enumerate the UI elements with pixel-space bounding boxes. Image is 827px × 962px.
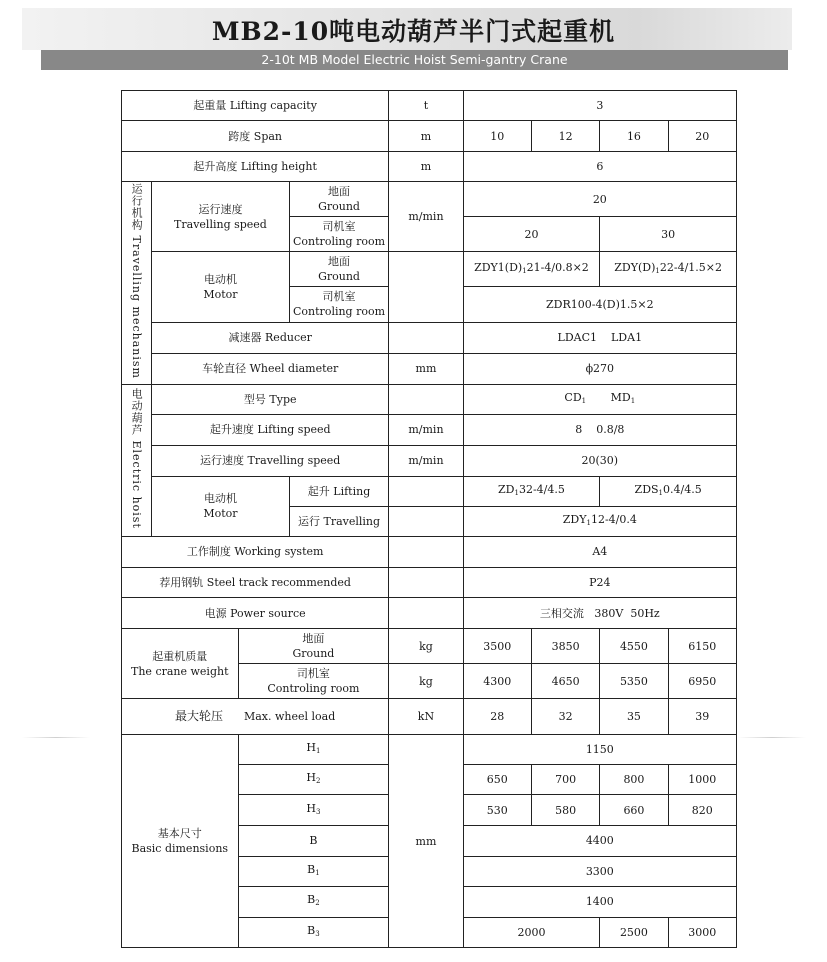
value-cell: 3300 <box>463 856 736 886</box>
table-row <box>122 476 737 506</box>
table-row <box>122 353 737 384</box>
value-cell: 580 <box>531 795 599 825</box>
row-label: 基本尺寸 Basic dimensions <box>122 735 239 948</box>
value-cell: 16 <box>600 121 668 152</box>
value-cell: 32 <box>531 699 599 735</box>
row-label: 起升速度 Lifting speed <box>152 414 389 445</box>
unit-cell: kg <box>389 629 463 664</box>
unit-cell: m <box>389 121 463 152</box>
page-subtitle: 2-10t MB Model Electric Hoist Semi-gantry Crane <box>41 50 788 70</box>
group-label-hoist: 电动葫芦 Electric hoist <box>122 384 152 536</box>
value-cell: 30 <box>600 217 737 252</box>
unit-cell: kg <box>389 664 463 699</box>
value-cell: $CD_1$ $MD_1$ <box>463 384 736 414</box>
table-row <box>122 252 737 287</box>
value-cell: $ZD_132-4/4.5$ <box>463 476 600 506</box>
value-cell: 700 <box>531 765 599 795</box>
sub-label: 地面 Ground <box>289 252 389 287</box>
unit-cell <box>389 598 463 629</box>
value-cell: ZDR100-4(D)1.5×2 <box>463 287 736 322</box>
dimension-name: $H_1$ <box>238 735 389 765</box>
unit-cell <box>389 384 463 414</box>
row-label: 最大轮压 Max. wheel load <box>122 699 389 735</box>
dimension-name: $B_3$ <box>238 917 389 947</box>
row-label: 工作制度 Working system <box>122 536 389 567</box>
value-cell: 1000 <box>668 765 736 795</box>
unit-cell: m/min <box>389 182 463 252</box>
unit-cell: mm <box>389 735 463 948</box>
value-cell: P24 <box>463 568 736 598</box>
sub-label: 运行 Travelling <box>289 506 389 536</box>
value-cell: $ZDY1(D)_121-4/0.8\times 2$ <box>463 252 600 287</box>
value-cell: 1400 <box>463 886 736 917</box>
unit-cell: m/min <box>389 414 463 445</box>
value-cell: 8 0.8/8 <box>463 414 736 445</box>
row-label: 运行速度 Travelling speed <box>152 182 290 252</box>
value-cell: A4 <box>463 536 736 567</box>
value-cell: 3850 <box>531 629 599 664</box>
table-row <box>122 598 737 629</box>
row-label: 起重量 Lifting capacity <box>122 91 389 121</box>
value-cell: 4650 <box>531 664 599 699</box>
value-cell: 6150 <box>668 629 736 664</box>
value-cell: 28 <box>463 699 531 735</box>
row-label: 起升高度 Lifting height <box>122 152 389 182</box>
value-cell: 660 <box>600 795 668 825</box>
unit-cell: mm <box>389 353 463 384</box>
row-label: 电动机 Motor <box>152 476 290 536</box>
value-cell: 3 <box>463 91 736 121</box>
table-row <box>122 536 737 567</box>
value-cell: 35 <box>600 699 668 735</box>
decorative-line-left <box>22 737 90 738</box>
value-cell: 4300 <box>463 664 531 699</box>
value-cell: 2000 <box>463 917 600 947</box>
value-cell: ϕ270 <box>463 353 736 384</box>
value-cell: 4400 <box>463 825 736 856</box>
row-label: 运行速度 Travelling speed <box>152 445 389 476</box>
value-cell: 2500 <box>600 917 668 947</box>
value-cell: 5350 <box>600 664 668 699</box>
value-cell: 10 <box>463 121 531 152</box>
row-label: 电动机 Motor <box>152 252 290 322</box>
row-label: 车轮直径 Wheel diameter <box>152 353 389 384</box>
unit-cell <box>389 476 463 506</box>
unit-cell: m <box>389 152 463 182</box>
dimension-name: $B_1$ <box>238 856 389 886</box>
unit-cell <box>389 568 463 598</box>
value-cell: 6950 <box>668 664 736 699</box>
unit-cell: t <box>389 91 463 121</box>
row-label: 荐用钢轨 Steel track recommended <box>122 568 389 598</box>
value-cell: 1150 <box>463 735 736 765</box>
decorative-line-right <box>738 737 806 738</box>
row-label: 型号 Type <box>152 384 389 414</box>
unit-cell: kN <box>389 699 463 735</box>
table-row <box>122 152 737 182</box>
value-cell: 20(30) <box>463 445 736 476</box>
value-cell: 800 <box>600 765 668 795</box>
value-cell: 39 <box>668 699 736 735</box>
row-label: 起重机质量 The crane weight <box>122 629 239 699</box>
value-cell: 530 <box>463 795 531 825</box>
dimension-name: $H_3$ <box>238 795 389 825</box>
dimension-name: $B_2$ <box>238 886 389 917</box>
table-row <box>122 629 737 664</box>
row-label: 减速器 Reducer <box>152 322 389 353</box>
sub-label: 司机室 Controling room <box>238 664 389 699</box>
dimension-name: $H_2$ <box>238 765 389 795</box>
value-cell: 20 <box>463 182 736 217</box>
value-cell: 4550 <box>600 629 668 664</box>
value-cell: 三相交流 380V 50Hz <box>463 598 736 629</box>
page-title: MB2-10吨电动葫芦半门式起重机 <box>211 17 616 46</box>
sub-label: 司机室 Controling room <box>289 287 389 322</box>
value-cell: $ZDS_10.4/4.5$ <box>600 476 737 506</box>
value-cell: 820 <box>668 795 736 825</box>
sub-label: 司机室 Controling room <box>289 217 389 252</box>
spec-table <box>121 90 737 948</box>
table-row <box>122 121 737 152</box>
table-row <box>122 414 737 445</box>
unit-cell <box>389 322 463 353</box>
sub-label: 地面 Ground <box>238 629 389 664</box>
value-cell: $ZDY_112-4/0.4$ <box>463 506 736 536</box>
table-row <box>122 568 737 598</box>
table-row <box>122 384 737 414</box>
value-cell: 3000 <box>668 917 736 947</box>
row-label: 跨度 Span <box>122 121 389 152</box>
unit-cell <box>389 252 463 322</box>
table-row <box>122 182 737 217</box>
unit-cell <box>389 506 463 536</box>
table-row <box>122 322 737 353</box>
value-cell: 12 <box>531 121 599 152</box>
table-row <box>122 699 737 735</box>
value-cell: 20 <box>463 217 600 252</box>
table-row <box>122 445 737 476</box>
value-cell: 3500 <box>463 629 531 664</box>
value-cell: LDAC1 LDA1 <box>463 322 736 353</box>
table-row <box>122 735 737 765</box>
sub-label: 起升 Lifting <box>289 476 389 506</box>
group-label-travel: 运行机构 Travelling mechanism <box>122 182 152 384</box>
value-cell: 20 <box>668 121 736 152</box>
row-label: 电源 Power source <box>122 598 389 629</box>
value-cell: 650 <box>463 765 531 795</box>
value-cell: $ZDY(D)_122-4/1.5\times 2$ <box>600 252 737 287</box>
unit-cell: m/min <box>389 445 463 476</box>
unit-cell <box>389 536 463 567</box>
dimension-name: B <box>238 825 389 856</box>
table-row <box>122 91 737 121</box>
value-cell: 6 <box>463 152 736 182</box>
sub-label: 地面 Ground <box>289 182 389 217</box>
